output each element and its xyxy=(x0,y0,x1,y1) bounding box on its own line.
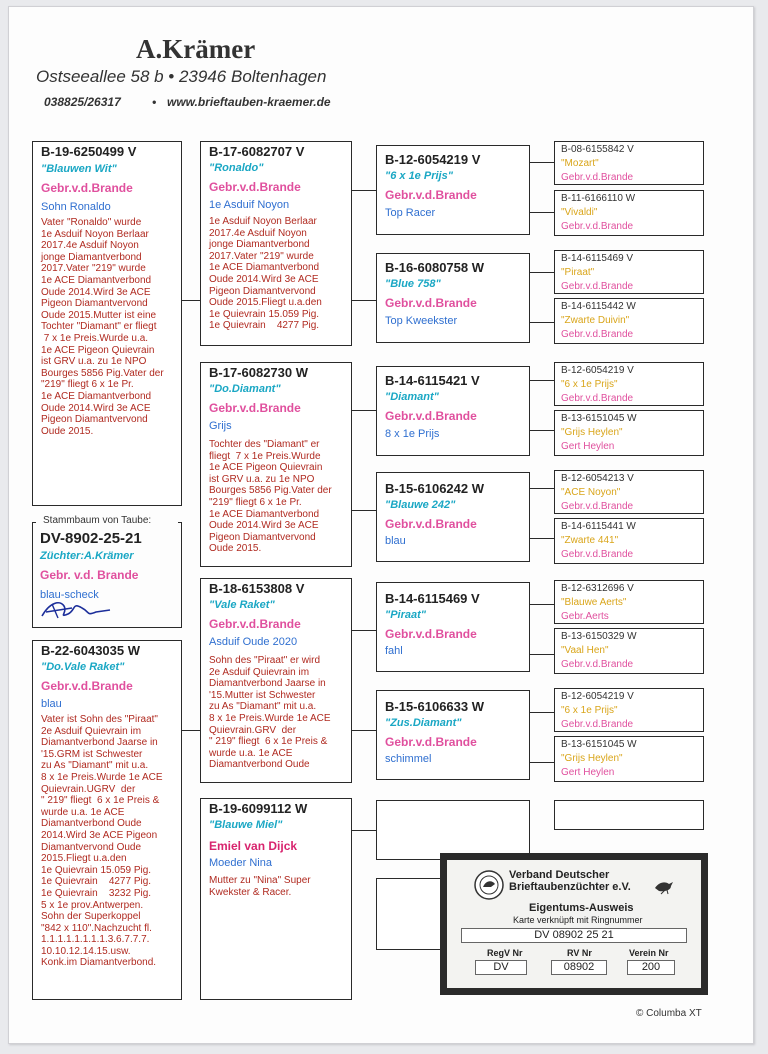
grandparent-breeder: Emiel van Dijck xyxy=(209,839,298,853)
gg-breeder: Gebr.v.d.Brande xyxy=(385,409,477,423)
breeder-website: www.brieftauben-kraemer.de xyxy=(167,95,331,109)
gg-color: Top Kweekster xyxy=(385,315,458,327)
dam-color: blau xyxy=(41,698,62,710)
great-grandparent-card[interactable] xyxy=(376,472,530,562)
ggg-card-empty xyxy=(554,800,704,830)
verein-number: 200 xyxy=(627,960,675,975)
ggg-ring: B-08-6155842 V xyxy=(561,144,634,155)
great-grandparent-card[interactable] xyxy=(376,582,530,672)
ggg-name: "Grijs Heylen" xyxy=(561,753,623,764)
org-line1: Verband Deutscher xyxy=(509,869,610,881)
ggg-card[interactable] xyxy=(554,250,704,294)
regv-number: DV xyxy=(475,960,527,975)
gg-breeder: Gebr.v.d.Brande xyxy=(385,735,477,749)
ggg-name: "Mozart" xyxy=(561,158,599,169)
ggg-card[interactable] xyxy=(554,628,704,674)
ggg-ring: B-13-6151045 W xyxy=(561,413,637,424)
gg-breeder: Gebr.v.d.Brande xyxy=(385,517,477,531)
gg-breeder: Gebr.v.d.Brande xyxy=(385,296,477,310)
grandparent-ring: B-17-6082707 V xyxy=(209,144,305,159)
card-subtitle: Karte verknüpft mit Ringnummer xyxy=(513,915,643,925)
ggg-breeder: Gebr.v.d.Brande xyxy=(561,501,634,512)
ggg-name: "Zwarte 441" xyxy=(561,535,619,546)
connector xyxy=(352,510,376,511)
ggg-card[interactable] xyxy=(554,410,704,456)
gg-color: fahl xyxy=(385,645,403,657)
ggg-name: "6 x 1e Prijs" xyxy=(561,705,618,716)
ggg-breeder: Gebr.v.d.Brande xyxy=(561,549,634,560)
breeder-phone: 038825/26317 xyxy=(44,95,121,109)
grandparent-breeder: Gebr.v.d.Brande xyxy=(209,401,301,415)
ggg-breeder: Gebr.v.d.Brande xyxy=(561,221,634,232)
ggg-ring: B-14-6115442 W xyxy=(561,301,636,312)
grandparent-ring: B-19-6099112 W xyxy=(209,801,308,816)
dam-name: "Do.Vale Raket" xyxy=(41,661,125,673)
ggg-name: "Zwarte Duivin" xyxy=(561,315,630,326)
ggg-ring: B-12-6054219 V xyxy=(561,365,634,376)
ggg-ring: B-13-6151045 W xyxy=(561,739,637,750)
gg-color: blau xyxy=(385,535,406,547)
ggg-ring: B-13-6150329 W xyxy=(561,631,637,642)
gg-ring: B-12-6054219 V xyxy=(385,152,481,167)
ggg-card[interactable] xyxy=(554,736,704,782)
ggg-card[interactable] xyxy=(554,470,704,514)
connector xyxy=(530,322,554,323)
ggg-breeder: Gebr.v.d.Brande xyxy=(561,719,634,730)
grandparent-name: "Do.Diamant" xyxy=(209,383,281,395)
grandparent-name: "Vale Raket" xyxy=(209,599,275,611)
sire-name: "Blauwen Wit" xyxy=(41,163,117,175)
subject-breeder-line: Züchter:A.Krämer xyxy=(40,550,134,562)
ggg-card[interactable] xyxy=(554,580,704,624)
copyright: © Columba XT xyxy=(636,1008,702,1019)
subject-card xyxy=(32,515,182,628)
connector xyxy=(530,488,554,489)
gg-ring: B-15-6106242 W xyxy=(385,481,484,496)
ggg-card[interactable] xyxy=(554,362,704,406)
ggg-card[interactable] xyxy=(554,518,704,564)
grandparent-color: Grijs xyxy=(209,420,232,432)
dam-notes: Vater ist Sohn des "Piraat" 2e Asduif Quievrain im Diamantverbond Jaarse in '15.GRM ist Schwester zu As "Diamant" mit u.a. 8 x 1e Preis.Wurde 1e ACE Quievrain.UGRV der " 219" fliegt 6 x 1e Preis & wurde u.a. 1e ACE Diamantverbond Oude 2014.Wird 3e ACE Pigeon Diamantvervond Oude 2015.Fliegt u.a.den 1e Quievrain 15.059 Pig. 1e Quievrain 4277 Pig. 1e Quievrain 3232 Pig. 5 x 1e prov.Antwerpen. Sohn der Superkoppel "842 x 110".Nachzucht fl. 1.1.1.1.1.1.1.1.3.6.7.7.7. 10.10.12.14.15.usw. Konk.im Diamantverbond. xyxy=(41,714,163,969)
gg-ring: B-14-6115469 V xyxy=(385,591,480,606)
rv-number: 08902 xyxy=(551,960,607,975)
gg-name: "Blue 758" xyxy=(385,278,441,290)
ggg-breeder: Gert Heylen xyxy=(561,441,615,452)
gg-name: "6 x 1e Prijs" xyxy=(385,170,453,182)
subject-frame xyxy=(32,627,182,628)
grandparent-name: "Ronaldo" xyxy=(209,162,264,174)
ggg-ring: B-11-6166110 W xyxy=(561,193,636,204)
subject-breeder: Gebr. v.d. Brande xyxy=(40,568,139,582)
ggg-name: "Vivaldi" xyxy=(561,207,598,218)
grandparent-breeder: Gebr.v.d.Brande xyxy=(209,180,301,194)
ggg-name: "Vaal Hen" xyxy=(561,645,609,656)
subject-ring: DV-8902-25-21 xyxy=(40,530,142,547)
ggg-ring: B-12-6054213 V xyxy=(561,473,634,484)
ggg-breeder: Gebr.v.d.Brande xyxy=(561,329,634,340)
ggg-card[interactable] xyxy=(554,688,704,732)
connector xyxy=(352,190,376,191)
club-seal-icon xyxy=(473,868,505,902)
gg-name: "Blauwe 242" xyxy=(385,499,456,511)
gg-ring: B-15-6106633 W xyxy=(385,699,484,714)
ggg-ring: B-12-6312696 V xyxy=(561,583,634,594)
card-title: Eigentums-Ausweis xyxy=(529,902,634,914)
grandparent-name: "Blauwe Miel" xyxy=(209,819,283,831)
grandparent-card[interactable] xyxy=(200,578,352,783)
grandparent-color: 1e Asduif Noyon xyxy=(209,199,290,211)
connector xyxy=(530,654,554,655)
connector xyxy=(530,430,554,431)
great-grandparent-card[interactable] xyxy=(376,366,530,456)
connector xyxy=(530,762,554,763)
subject-frame xyxy=(32,522,33,628)
grandparent-notes: 1e Asduif Noyon Berlaar 2017.4e Asduif Noyon jonge Diamantverbond 2017.Vater "219" wurde 1e ACE Diamantverbond Oude 2014.Wird 3e ACE Pigeon Diamantvervond Oude 2015.Fliegt u.a.den 1e Quievrain 15.059 Pig. 1e Quievrain 4277 Pig. xyxy=(209,216,322,332)
great-grandparent-card-empty xyxy=(376,800,530,860)
grandparent-notes: Mutter zu "Nina" Super Kwekster & Racer. xyxy=(209,875,311,898)
ownership-card[interactable] xyxy=(440,853,708,995)
ggg-name: "6 x 1e Prijs" xyxy=(561,379,618,390)
ggg-card[interactable] xyxy=(554,298,704,344)
subject-frame xyxy=(181,522,182,628)
dam-ring: B-22-6043035 W xyxy=(41,643,140,658)
connector xyxy=(530,604,554,605)
connector xyxy=(352,410,376,411)
grandparent-ring: B-17-6082730 W xyxy=(209,365,308,380)
gg-name: "Diamant" xyxy=(385,391,439,403)
connector xyxy=(352,630,376,631)
ggg-name: "ACE Noyon" xyxy=(561,487,621,498)
gg-color: schimmel xyxy=(385,753,432,765)
org-line2: Brieftaubenzüchter e.V. xyxy=(509,881,631,893)
great-grandparent-card[interactable] xyxy=(376,253,530,343)
connector xyxy=(530,380,554,381)
ggg-breeder: Gebr.v.d.Brande xyxy=(561,393,634,404)
gg-breeder: Gebr.v.d.Brande xyxy=(385,188,477,202)
col-header-rv: RV Nr xyxy=(567,948,592,958)
ggg-ring: B-12-6054219 V xyxy=(561,691,634,702)
ggg-ring: B-14-6115441 W xyxy=(561,521,636,532)
ggg-card[interactable] xyxy=(554,190,704,236)
breeder-address: Ostseeallee 58 b • 23946 Boltenhagen xyxy=(36,67,327,86)
grandparent-ring: B-18-6153808 V xyxy=(209,581,305,596)
grandparent-notes: Tochter des "Diamant" er fliegt 7 x 1e Preis.Wurde 1e ACE Pigeon Quievrain ist GRV u.a. zu 1e NPO Bourges 5856 Pig.Vater der "219" fliegt 6 x 1e Pr. 1e ACE Diamantverbond Oude 2014.Wird 3e ACE Pigeon Diamantvervond Oude 2015. xyxy=(209,439,332,555)
ggg-name: "Blauwe Aerts" xyxy=(561,597,627,608)
connector xyxy=(530,162,554,163)
card-ring-number: DV 08902 25 21 xyxy=(461,928,687,943)
bullet-separator: • xyxy=(152,95,157,109)
grandparent-card[interactable] xyxy=(200,798,352,1000)
connector xyxy=(352,730,376,731)
dam-card[interactable] xyxy=(32,640,182,1000)
gg-name: "Piraat" xyxy=(385,609,427,621)
ggg-breeder: Gebr.v.d.Brande xyxy=(561,281,634,292)
ggg-name: "Piraat" xyxy=(561,267,595,278)
breeder-title: A.Krämer xyxy=(136,34,256,64)
connector xyxy=(530,212,554,213)
ggg-card[interactable] xyxy=(554,141,704,185)
ggg-breeder: Gebr.v.d.Brande xyxy=(561,172,634,183)
col-header-regv: RegV Nr xyxy=(487,948,523,958)
signature-icon xyxy=(38,596,118,622)
dam-breeder: Gebr.v.d.Brande xyxy=(41,679,133,693)
sire-color: Sohn Ronaldo xyxy=(41,201,111,213)
gg-ring: B-16-6080758 W xyxy=(385,260,484,275)
great-grandparent-card[interactable] xyxy=(376,690,530,780)
pigeon-logo-icon xyxy=(653,878,675,894)
gg-ring: B-14-6115421 V xyxy=(385,373,480,388)
gg-name: "Zus.Diamant" xyxy=(385,717,462,729)
ggg-ring: B-14-6115469 V xyxy=(561,253,634,264)
gg-color: 8 x 1e Prijs xyxy=(385,428,440,440)
connector xyxy=(530,272,554,273)
sire-breeder: Gebr.v.d.Brande xyxy=(41,181,133,195)
connector xyxy=(530,712,554,713)
connector xyxy=(352,300,376,301)
connector xyxy=(352,830,376,831)
grandparent-card[interactable] xyxy=(200,141,352,346)
connector xyxy=(182,300,200,301)
ggg-breeder: Gert Heylen xyxy=(561,767,615,778)
grandparent-card[interactable] xyxy=(200,362,352,567)
sire-ring: B-19-6250499 V xyxy=(41,144,137,159)
ggg-name: "Grijs Heylen" xyxy=(561,427,623,438)
ggg-breeder: Gebr.Aerts xyxy=(561,611,609,622)
sire-card[interactable] xyxy=(32,141,182,506)
sire-notes: Vater "Ronaldo" wurde 1e Asduif Noyon Berlaar 2017.4e Asduif Noyon jonge Diamantverbond 2017.Vater "219" wurde 1e ACE Diamantverbond Oude 2014.Wird 3e ACE Pigeon Diamantvervond Oude 2015.Mutter ist eine Tochter "Diamant" er fliegt 7 x 1e Preis.Wurde u.a. 1e ACE Pigeon Quievrain ist GRV u.a. zu 1e NPO Bourges 5856 Pig.Vater der "219" fliegt 6 x 1e Pr. 1e ACE Diamantverbond Oude 2014.Wird 3e ACE Pigeon Diamantvervond Oude 2015. xyxy=(41,217,164,437)
great-grandparent-card[interactable] xyxy=(376,145,530,235)
subject-label: Stammbaum von Taube: xyxy=(43,515,152,526)
grandparent-notes: Sohn des "Piraat" er wird 2e Asduif Quievrain im Diamantverbond Jaarse in '15.Mutter ist Schwester zu As "Diamant" mit u.a. 8 x 1e Preis.Wurde 1e ACE Quievrain.GRV der " 219" fliegt 6 x 1e Preis & wurde u.a. 1e ACE Diamantverbond Oude xyxy=(209,655,331,771)
col-header-verein: Verein Nr xyxy=(629,948,669,958)
gg-color: Top Racer xyxy=(385,207,436,219)
grandparent-breeder: Gebr.v.d.Brande xyxy=(209,617,301,631)
grandparent-color: Moeder Nina xyxy=(209,857,272,869)
ggg-breeder: Gebr.v.d.Brande xyxy=(561,659,634,670)
grandparent-color: Asduif Oude 2020 xyxy=(209,636,298,648)
connector xyxy=(530,538,554,539)
subject-color: blau-scheck xyxy=(40,589,99,601)
connector xyxy=(182,730,200,731)
gg-breeder: Gebr.v.d.Brande xyxy=(385,627,477,641)
